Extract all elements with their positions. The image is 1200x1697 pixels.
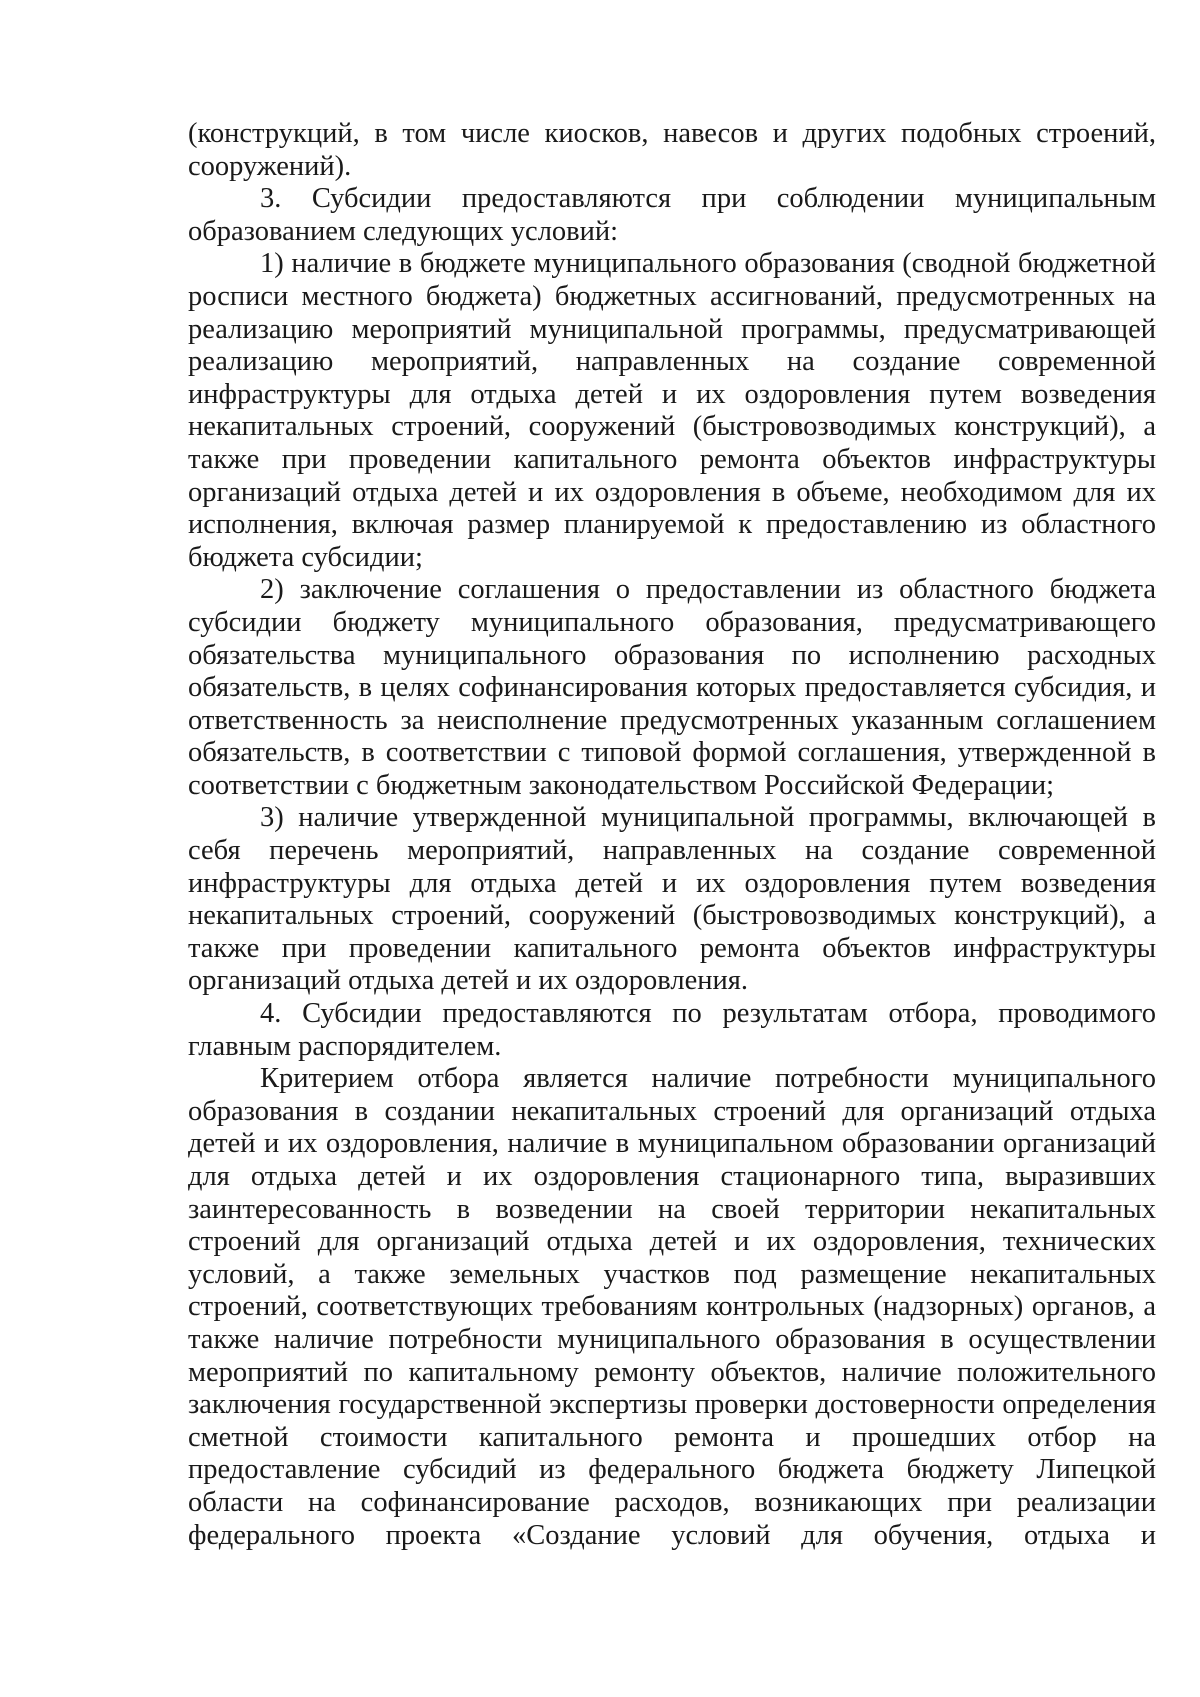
document-page	[188, 118, 1156, 1552]
paragraph-subitem-3: 3) наличие утвержденной муниципальной программы, включающей в себя перечень мероприятий, направленных на создание современной инфраструктуры для отдыха детей и их оздоровления путем возведения некапитальных строений, сооружений (быстровозводимых конструкций), а также при проведении капитального ремонта объектов инфраструктуры организаций отдыха детей и их оздоровления.	[188, 802, 1156, 997]
paragraph-continuation: (конструкций, в том числе киосков, навесов и других подобных строений, сооружений).	[188, 118, 1156, 182]
paragraph-subitem-2: 2) заключение соглашения о предоставлении из областного бюджета субсидии бюджету муниципального образования, предусматривающего обязательства муниципального образования по исполнению расходных обязательств, в целях софинансирования которых предоставляется субсидия, и ответственность за неисполнение предусмотренных указанным соглашением обязательств, в соответствии с типовой формой соглашения, утвержденной в соответствии с бюджетным законодательством Российской Федерации;	[188, 574, 1156, 801]
paragraph-selection-criteria: Критерием отбора является наличие потребности муниципального образования в создании некапитальных строений для организаций отдыха детей и их оздоровления, наличие в муниципальном образовании организаций для отдыха детей и их оздоровления стационарного типа, выразивших заинтересованность в возведении на своей территории некапитальных строений для организаций отдыха детей и их оздоровления, технических условий, а также земельных участков под размещение некапитальных строений, соответствующих требованиям контрольных (надзорных) органов, а также наличие потребности муниципального образования в осуществлении мероприятий по капитальному ремонту объектов, наличие положительного заключения государственной экспертизы проверки достоверности определения сметной стоимости капитального ремонта и прошедших отбор на предоставление субсидий из федерального бюджета бюджету Липецкой области на софинансирование расходов, возникающих при реализации федерального проекта «Создание условий для обучения, отдыха и	[188, 1063, 1156, 1551]
paragraph-item-4: 4. Субсидии предоставляются по результатам отбора, проводимого главным распорядителем.	[188, 998, 1156, 1062]
paragraph-subitem-1: 1) наличие в бюджете муниципального образования (сводной бюджетной росписи местного бюджета) бюджетных ассигнований, предусмотренных на реализацию мероприятий муниципальной программы, предусматривающей реализацию мероприятий, направленных на создание современной инфраструктуры для отдыха детей и их оздоровления путем возведения некапитальных строений, сооружений (быстровозводимых конструкций), а также при проведении капитального ремонта объектов инфраструктуры организаций отдыха детей и их оздоровления в объеме, необходимом для их исполнения, включая размер планируемой к предоставлению из областного бюджета субсидии;	[188, 248, 1156, 573]
paragraph-item-3: 3. Субсидии предоставляются при соблюдении муниципальным образованием следующих условий:	[188, 183, 1156, 247]
